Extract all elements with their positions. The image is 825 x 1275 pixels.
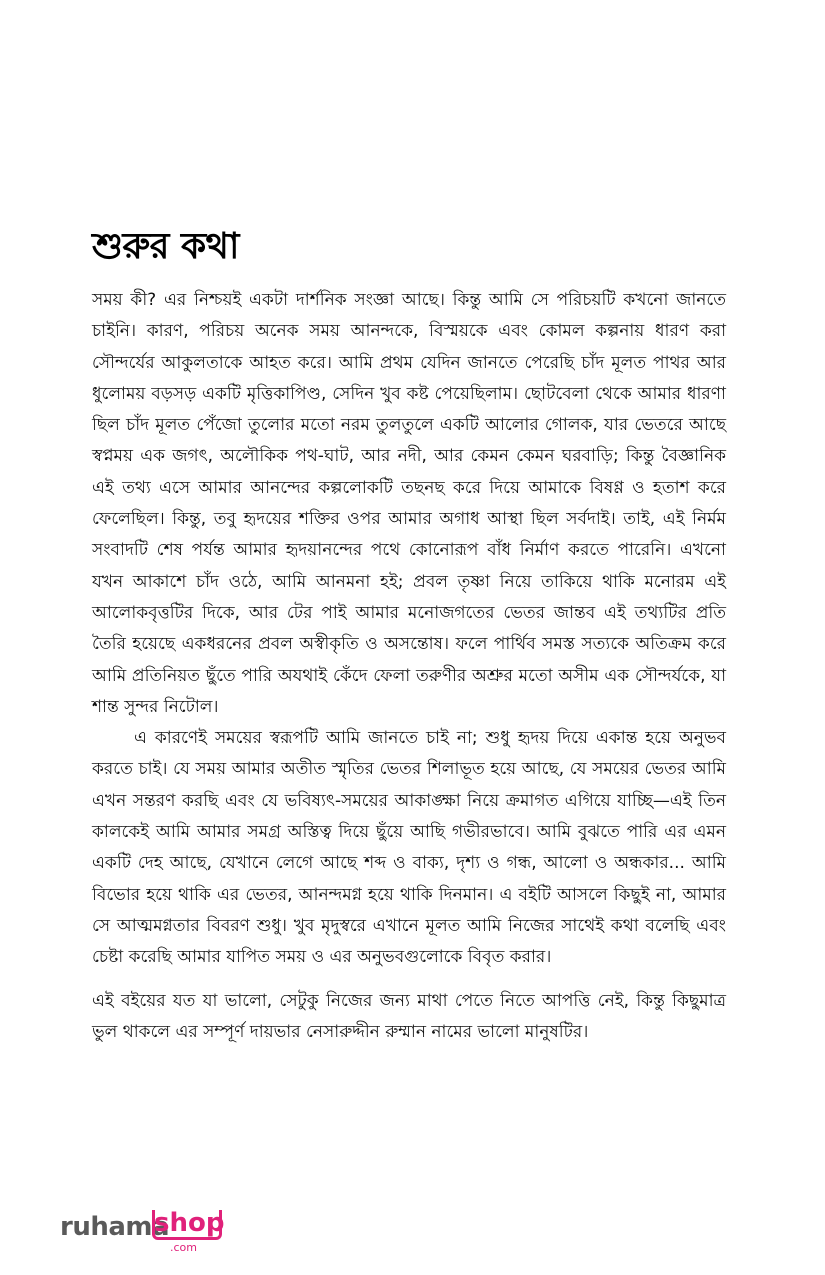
paragraph-2: এ কারণেই সময়ের স্বরূপটি আমি জানতে চাই না; শুধু হৃদয় দিয়ে একান্ত হয়ে অনুভব করতে চাই। যে সময় আমার অতীত স্মৃতির ভেতর শিলাভূত হয়ে আছে, যে সময়ের ভেতর আমি এখন সন্তরণ করছি এবং যে ভবিষ্যৎ-সময়ের আকাঙ্ক্ষা নিয়ে ক্রমাগত এগিয়ে যাচ্ছি—এই তিন কালকেই আমি আমার সমগ্র অস্তিত্ব দিয়ে ছুঁয়ে আছি গভীরভাবে। আমি বুঝতে পারি এর এমন একটি দেহ আছে, যেখানে লেগে আছে শব্দ ও বাক্য, দৃশ্য ও গন্ধ, আলো ও অন্ধকার... আমি বিভোর হয়ে থাকি এর ভেতর, আনন্দমগ্ন হয়ে থাকি দিনমান। এ বইটি আসলে কিছুই না, আমার সে আত্মমগ্নতার বিবরণ শুধু। খুব মৃদুস্বরে এখানে মূলত আমি নিজের সাথেই কথা বলেছি এবং চেষ্টা করেছি আমার যাপিত সময় ও এর অনুভবগুলোকে বিবৃত করার।	[92, 728, 726, 968]
paragraph-3: এই বইয়ের যত যা ভালো, সেটুকু নিজের জন্য মাথা পেতে নিতে আপত্তি নেই, কিন্তু কিছুমাত্র ভুল থাকলে এর সম্পূর্ণ দায়ভার নেসারুদ্দীন রুম্মান নামের ভালো মানুষটির।	[92, 990, 726, 1042]
chapter-body	[92, 285, 726, 1048]
logo-domain-text: .com	[170, 1241, 197, 1254]
logo-accent-text: shop	[154, 1208, 225, 1238]
chapter-title: শুরুর কথা	[92, 226, 239, 267]
logo-main-text: ruhama	[60, 1212, 170, 1242]
paragraph-1: সময় কী? এর নিশ্চয়ই একটা দার্শনিক সংজ্ঞা আছে। কিন্তু আমি সে পরিচয়টি কখনো জানতে চাইনি। কারণ, পরিচয় অনেক সময় আনন্দকে, বিস্ময়কে এবং কোমল কল্পনায় ধারণ করা সৌন্দর্যের আকুলতাকে আহত করে। আমি প্রথম যেদিন জানতে পেরেছি চাঁদ মূলত পাথর আর ধুলোময় বড়সড় একটি মৃত্তিকাপিণ্ড, সেদিন খুব কষ্ট পেয়েছিলাম। ছোটবেলা থেকে আমার ধারণা ছিল চাঁদ মূলত পেঁজো তুলোর মতো নরম তুলতুলে একটি আলোর গোলক, যার ভেতরে আছে স্বপ্নময় এক জগৎ, অলৌকিক পথ-ঘাট, আর নদী, আর কেমন কেমন ঘরবাড়ি; কিন্তু বৈজ্ঞানিক এই তথ্য এসে আমার আনন্দের কল্পলোকটি তছনছ করে দিয়ে আমাকে বিষণ্ণ ও হতাশ করে ফেলেছিল। কিন্তু, তবু হৃদয়ের শক্তির ওপর আমার অগাধ আস্থা ছিল সর্বদাই। তাই, এই নির্মম সংবাদটি শেষ পর্যন্ত আমার হৃদয়ানন্দের পথে কোনোরূপ বাঁধ নির্মাণ করতে পারেনি। এখনো যখন আকাশে চাঁদ ওঠে, আমি আনমনা হই; প্রবল তৃষ্ণা নিয়ে তাকিয়ে থাকি মনোরম এই আলোকবৃত্তটির দিকে, আর টের পাই আমার মনোজগতের ভেতর জান্তব এই তথ্যটির প্রতি তৈরি হয়েছে একধরনের প্রবল অস্বীকৃতি ও অসন্তোষ। ফলে পার্থিব সমস্ত সত্যকে অতিক্রম করে আমি প্রতিনিয়ত ছুঁতে পারি অযথাই কেঁদে ফেলা তরুণীর অশ্রুর মতো অসীম এক সৌন্দর্যকে, যা শান্ত সুন্দর নিটোল।	[92, 290, 726, 717]
